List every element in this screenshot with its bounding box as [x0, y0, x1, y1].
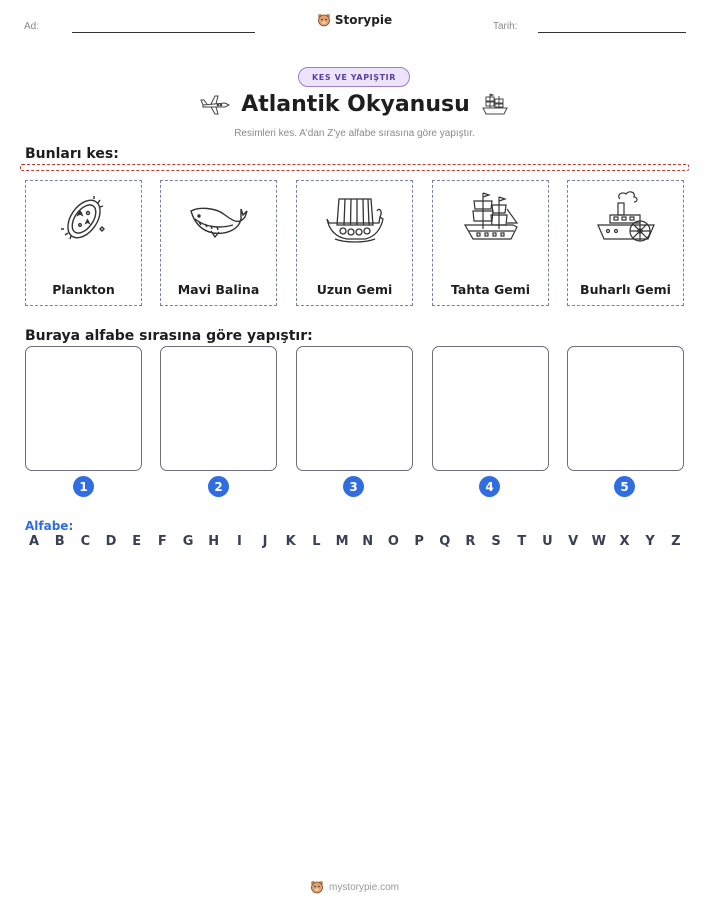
card-label: Tahta Gemi [450, 282, 531, 297]
alphabet-row [26, 534, 684, 549]
alphabet-letter: M [335, 534, 349, 549]
alphabet-label: Alfabe: [25, 519, 74, 533]
name-label: Ad: [24, 21, 40, 32]
slot-number-2: 2 [208, 476, 229, 497]
cut-card-whale[interactable] [160, 180, 277, 306]
card-label: Mavi Balina [177, 282, 260, 297]
sailing-ship-icon [480, 91, 510, 117]
page-title: Atlantik Okyanusu [241, 91, 470, 117]
alphabet-letter: V [568, 534, 579, 549]
paste-slot-1[interactable] [25, 346, 142, 471]
alphabet-letter: O [387, 534, 399, 549]
alphabet-letter: S [491, 534, 501, 549]
card-label: Plankton [52, 282, 115, 297]
title-row [0, 91, 709, 117]
slot-number-3: 3 [343, 476, 364, 497]
wooden-ship-icon [461, 189, 521, 249]
alphabet-letter: R [465, 534, 476, 549]
instructions: Resimleri kes. A'dan Z'ye alfabe sırasına göre yapıştır. [234, 128, 475, 139]
alphabet-letter: X [619, 534, 630, 549]
paste-slot-5[interactable] [567, 346, 684, 471]
alphabet-letter: H [208, 534, 220, 549]
alphabet-letter: I [236, 534, 242, 549]
slot-number-4: 4 [479, 476, 500, 497]
brand-name: Storypie [334, 13, 393, 27]
paste-slot-4[interactable] [432, 346, 549, 471]
footer-url[interactable]: mystorypie.com [328, 881, 399, 893]
paste-slot-2[interactable] [160, 346, 277, 471]
brand [0, 13, 709, 27]
card-label: Buharlı Gemi [580, 282, 671, 297]
cut-card-longship[interactable] [296, 180, 413, 306]
paste-section-title: Buraya alfabe sırasına göre yapıştır: [25, 328, 313, 344]
alphabet-letter: G [182, 534, 194, 549]
whale-icon [189, 189, 249, 249]
steamboat-icon [596, 189, 656, 249]
name-line[interactable] [72, 32, 255, 33]
airplane-icon [199, 92, 231, 116]
alphabet-letter: U [542, 534, 553, 549]
bear-logo-icon [310, 880, 324, 894]
alphabet-letter: C [80, 534, 91, 549]
activity-badge: KES VE YAPIŞTIR [298, 67, 410, 87]
alphabet-letter: A [28, 534, 40, 549]
date-line[interactable] [538, 32, 686, 33]
alphabet-letter: P [414, 534, 424, 549]
alphabet-letter: K [285, 534, 296, 549]
alphabet-letter: Y [645, 534, 655, 549]
cut-section-title: Bunları kes: [25, 146, 119, 162]
cut-line [20, 164, 689, 171]
date-label: Tarih: [493, 21, 518, 32]
slot-number-1: 1 [73, 476, 94, 497]
longship-icon [325, 189, 385, 249]
alphabet-letter: W [591, 534, 606, 549]
cut-card-steamboat[interactable] [567, 180, 684, 306]
bear-logo-icon [317, 13, 331, 27]
cut-card-plankton[interactable] [25, 180, 142, 306]
footer [0, 880, 709, 894]
alphabet-letter: D [105, 534, 117, 549]
plankton-icon [54, 189, 114, 249]
alphabet-letter: Z [671, 534, 681, 549]
alphabet-letter: N [362, 534, 374, 549]
slot-number-5: 5 [614, 476, 635, 497]
paste-slot-3[interactable] [296, 346, 413, 471]
card-label: Uzun Gemi [316, 282, 393, 297]
alphabet-letter: F [157, 534, 167, 549]
alphabet-letter: B [54, 534, 65, 549]
alphabet-letter: T [517, 534, 527, 549]
cut-card-wooden-ship[interactable] [432, 180, 549, 306]
alphabet-letter: L [312, 534, 321, 549]
alphabet-letter: E [132, 534, 142, 549]
alphabet-letter: J [262, 534, 268, 549]
alphabet-letter: Q [439, 534, 451, 549]
